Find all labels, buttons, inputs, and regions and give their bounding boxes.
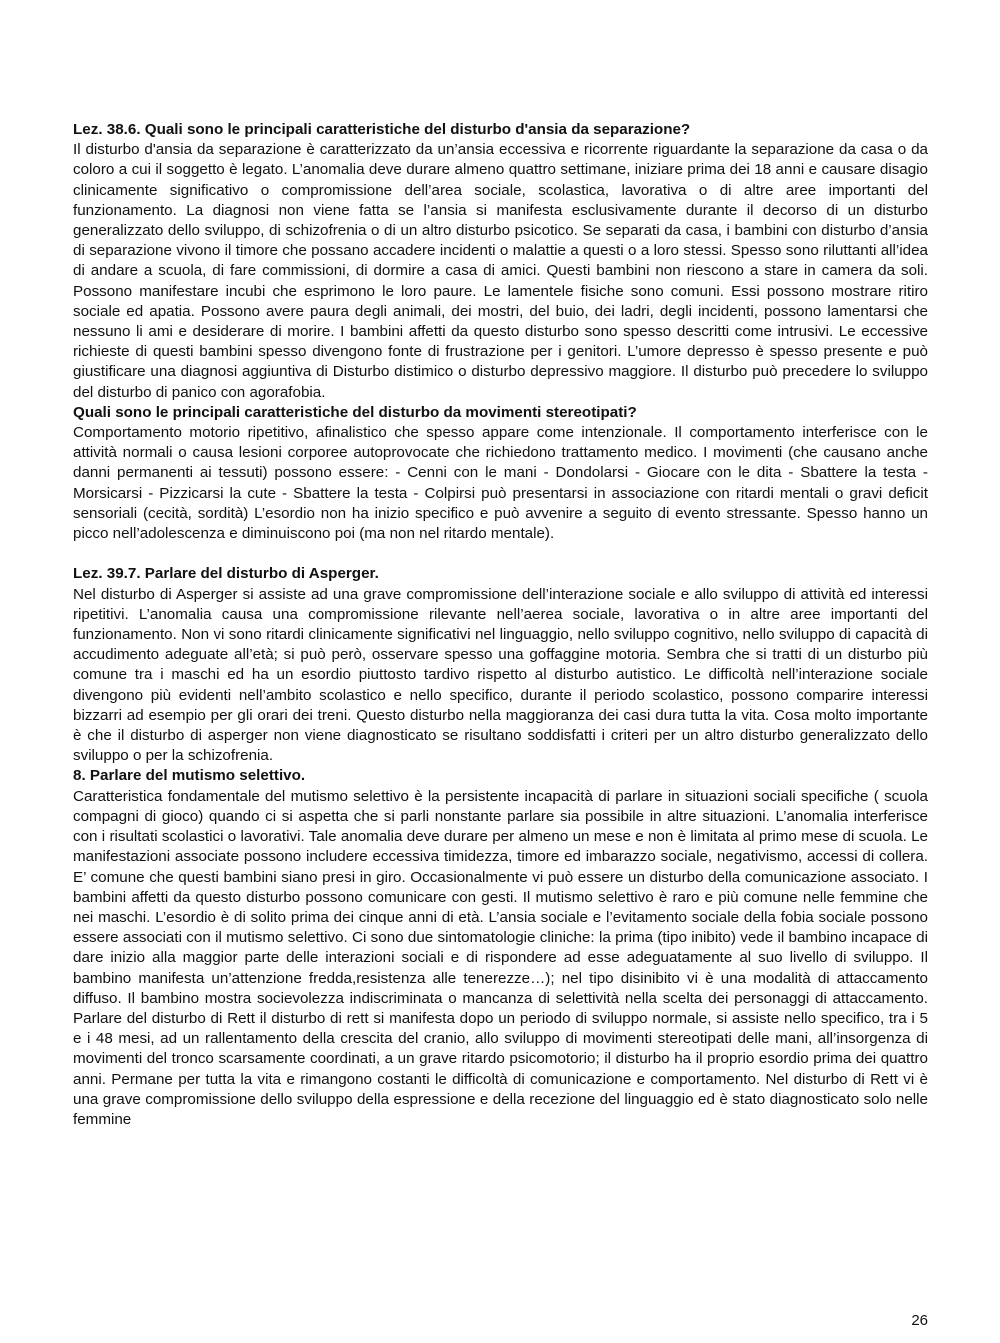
- section-stereotyped-movements: [73, 403, 928, 544]
- section-heading: 8. Parlare del mutismo selettivo.: [73, 767, 306, 785]
- section-selective-mutism: [73, 766, 928, 1130]
- page-number: 26: [911, 1312, 928, 1329]
- section-heading: Lez. 38.6. Quali sono le principali caratteristiche del disturbo d'ansia da separazione?: [73, 121, 691, 138]
- document-page: [73, 120, 928, 1130]
- section-body: Il disturbo d'ansia da separazione è caratterizzato da un’ansia eccessiva e ricorrente riguardante la separazione da casa o da coloro a cui il soggetto è legato. L’anomalia deve durare almeno quattro settimane, iniziare prima dei 18 anni e causare disagio clinicamente significativo o compromissione dell’area sociale, scolastica, lavorativa o di altre aree importanti del funzionamento. La diagnosi non viene fatta se l’ansia si manifesta esclusivamente durante il decorso di un disturbo generalizzato dello sviluppo, di schizofrenia o di un altro disturbo psicotico. Se separati da casa, i bambini con disturbo d’ansia di separazione vivono il timore che possano accadere incidenti o malattie a questi o a loro stessi. Spesso sono riluttanti all’idea di andare a scuola, di fare commissioni, di dormire a casa di amici. Questi bambini non riescono a stare in camera da soli. Possono manifestare incubi che esprimono le loro paure. Le lamentele fisiche sono comuni. Essi possono mostrare ritiro sociale ed apatia. Possono avere paura degli animali, dei mostri, del buio, dei ladri, degli incidenti, possono lamentarsi che nessuno li ami e desiderare di morire. I bambini affetti da questo disturbo sono spesso descritti come intrusivi. Le eccessive richieste di questi bambini spesso divengono fonte di frustrazione per i genitori. L’umore depresso è spesso presente e può giustificare una diagnosi aggiuntiva di Disturbo distimico o disturbo depressivo maggiore. Il disturbo può precedere lo sviluppo del disturbo di panico con agorafobia.: [73, 141, 928, 401]
- section-heading: Quali sono le principali caratteristiche del disturbo da movimenti stereotipati?: [73, 403, 637, 421]
- paragraph-spacer: [73, 544, 928, 564]
- section-body: Comportamento motorio ripetitivo, afinalistico che spesso appare come intenzionale. Il comportamento interferisce con le attività normali o causa lesioni corporee autoprovocate che richiedono trattamento medico. I movimenti (che causano anche danni permanenti ai tessuti) possono essere: - Cenni con le mani - Dondolarsi - Giocare con le dita - Sbattere la testa - Morsicarsi - Pizzicarsi la cute - Sbattere la testa - Colpirsi può presentarsi in associazione con ritardi mentali o gravi deficit sensoriali (cecità, sordità) L’esordio non ha inizio specifico e può avvenire a seguito di evento stressante. Spesso hanno un picco nell’adolescenza e diminuiscono poi (ma non nel ritardo mentale).: [73, 424, 928, 543]
- section-heading: Lez. 39.7. Parlare del disturbo di Asperger.: [73, 565, 379, 583]
- section-body: Nel disturbo di Asperger si assiste ad una grave compromissione dell’interazione sociale e allo sviluppo di attività ed interessi ripetitivi. L’anomalia causa una compromissione rilevante nell’aerea sociale, lavorativa o in altre aree importanti del funzionamento. Non vi sono ritardi clinicamente significativi nel linguaggio, nello sviluppo cognitivo, nello sviluppo di capacità di accudimento adeguate all’età; si può però, osservare spesso una goffaggine motoria. Sembra che si tratti di un disturbo più comune tra i maschi ed ha un esordio piuttosto tardivo rispetto al disturbo autistico. Le difficoltà nell’interazione sociale divengono più evidenti nell’ambito scolastico e nello specifico, durante il periodo scolastico, possono comparire interessi bizzarri ad esempio per gli orari dei treni. Questo disturbo nella maggioranza dei casi dura tutta la vita. Cosa molto importante è che il disturbo di asperger non viene diagnosticato se risultano soddisfatti i criteri per un altro disturbo generalizzato dello sviluppo o per la schizofrenia.: [73, 585, 928, 765]
- section-asperger: [73, 564, 928, 766]
- section-separation-anxiety: [73, 120, 928, 403]
- section-body: Caratteristica fondamentale del mutismo selettivo è la persistente incapacità di parlare in situazioni sociali specifiche ( scuola compagni di gioco) quando ci si aspetta che si parli nonstante parlare sia possibile in altre situazioni. L’anomalia interferisce con i risultati scolastici o lavorativi. Tale anomalia deve durare per almeno un mese e non è limitata al primo mese di scuola. Le manifestazioni associate possono includere eccessiva timidezza, timore ed imbarazzo sociale, negativismo, accessi di collera. E’ comune che questi bambini siano presi in giro. Occasionalmente vi può essere un disturbo della comunicazione associato. I bambini affetti da questo disturbo possono comunicare con gesti. Il mutismo selettivo è raro e più comune nelle femmine che nei maschi. L’esordio è di solito prima dei cinque anni di età. L’ansia sociale e l’evitamento sociale della fobia sociale possono essere associati con il mutismo selettivo. Ci sono due sintomatologie cliniche: la prima (tipo inibito) vede il bambino incapace di dare inizio alla maggior parte delle interazioni sociali e di rispondere ad esse adeguatamente al suo livello di sviluppo. Il bambino manifesta un’attenzione fredda,resistenza alle tenerezze…); nel tipo disinibito vi è una modalità di attaccamento diffuso. Il bambino mostra socievolezza indiscriminata o mancanza di selettività nella scelta dei personaggi di attaccamento. Parlare del disturbo di Rett il disturbo di rett si manifesta dopo un periodo di sviluppo normale, si assiste nello specifico, tra i 5 e i 48 mesi, ad un rallentamento della crescita del cranio, allo sviluppo di movimenti stereotipati delle mani, all’insorgenza di movimenti del tronco scarsamente coordinati, a un grave ritardo psicomotorio; il disturbo ha il proprio esordio prima dei quattro anni. Permane per tutta la vita e rimangono costanti le difficoltà di comunicazione e comportamento. Nel disturbo di Rett vi è una grave compromissione dello sviluppo della espressione e della recezione del linguaggio ed è stato diagnosticato solo nelle femmine: [73, 787, 928, 1128]
